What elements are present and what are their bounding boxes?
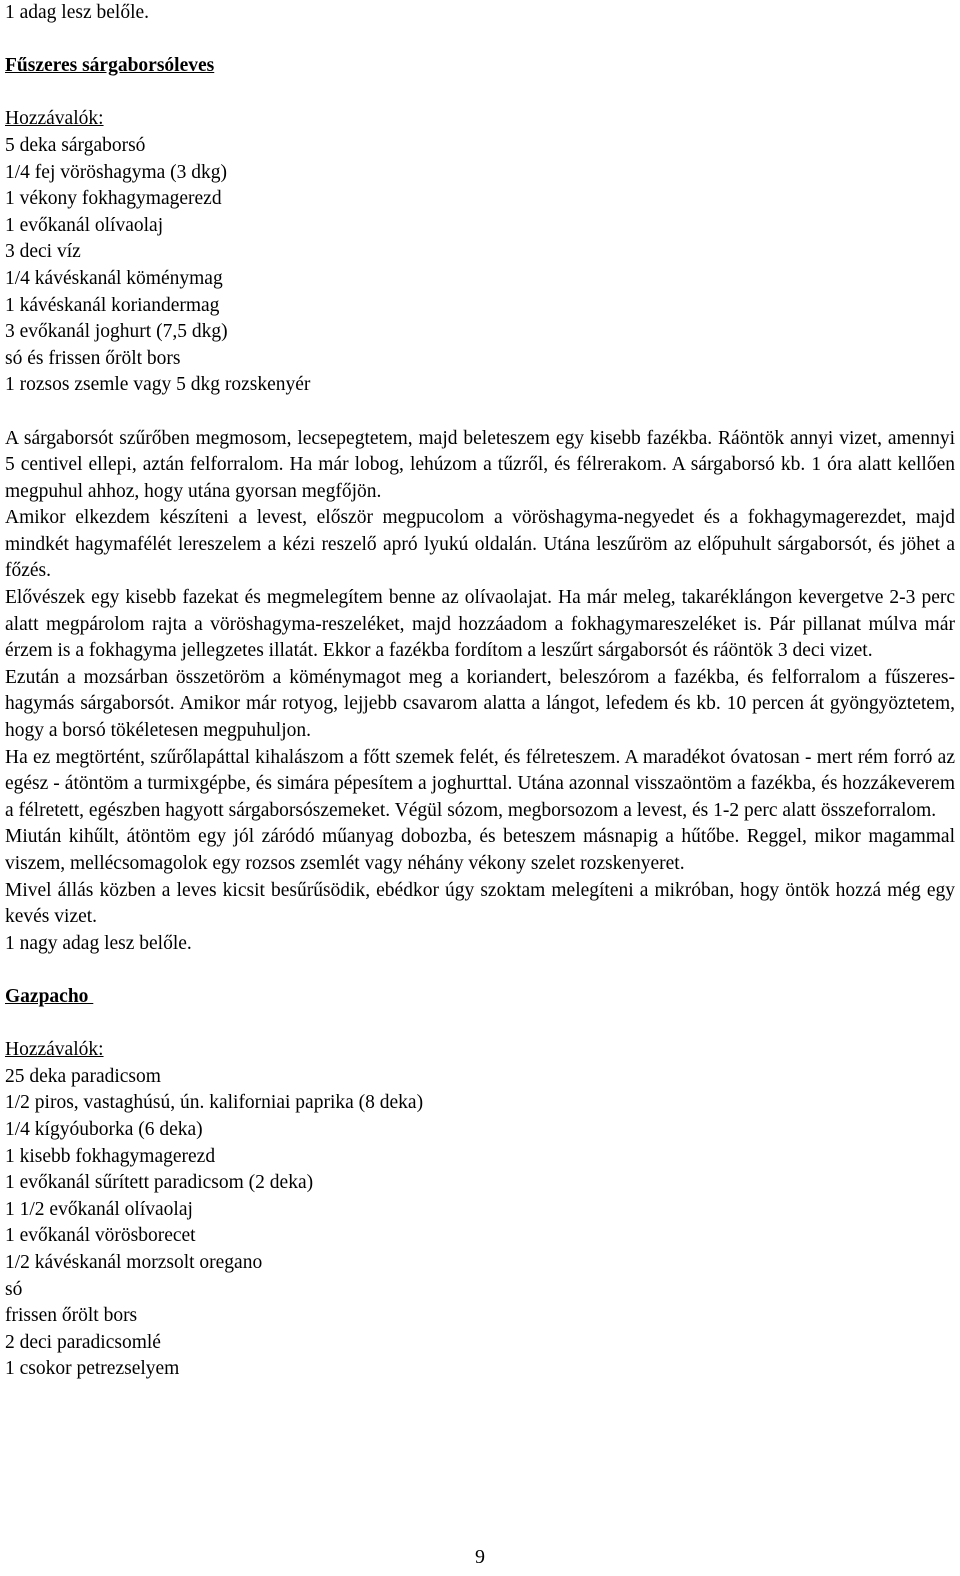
ingredient-item: 1/4 fej vöröshagyma (3 dkg) bbox=[5, 161, 228, 183]
recipe-title: Gazpacho bbox=[5, 985, 94, 1007]
recipe-title: Fűszeres sárgaborsóleves bbox=[5, 55, 215, 77]
instruction-paragraph: Elővészek egy kisebb fazekat és megmelegítem benne az olívaolajat. Ha már meleg, takaréklángon kevergetve 2-3 perc alatt megpárolom rajta a vöröshagyma-reszeléket, majd hozzáadom a fokhagymareszeléket is. Pár pillanat múlva már érzem is a fokhagyma jellegzetes illatát. Ekkor a fazékba fordítom a leszűrt sárgaborsót és ráöntök 3 deci vizet. bbox=[5, 587, 955, 662]
ingredient-list bbox=[5, 1064, 955, 1383]
spacer bbox=[5, 1011, 955, 1038]
ingredient-item: 1/2 piros, vastaghúsú, ún. kaliforniai paprika (8 deka) bbox=[5, 1092, 424, 1114]
ingredient-item: frissen őrölt bors bbox=[5, 1305, 138, 1327]
ingredient-item: 1/4 kávéskanál köménymag bbox=[5, 267, 223, 289]
instruction-paragraph: Ezután a mozsárban összetöröm a köménymagot meg a koriandert, beleszórom a fazékba, és felforralom a fűszeres-hagymás sárgaborsót. Amikor már rotyog, lejjebb csavarom alatta a lángot, lefedem és kb. 10 percen át gyöngyöztetem, hogy a borsó tökéletesen megpuhuljon. bbox=[5, 666, 955, 742]
instruction-paragraph: Mivel állás közben a leves kicsit besűrűsödik, ebédkor úgy szoktam melegíteni a mikróban, hogy öntök hozzá még egy kevés vizet. bbox=[5, 879, 955, 928]
ingredient-item: 1 vékony fokhagymagerezd bbox=[5, 188, 222, 210]
top-line: 1 adag lesz belőle. bbox=[5, 2, 150, 23]
instruction-paragraph: A sárgaborsót szűrőben megmosom, lecsepegtetem, majd beleteszem egy kisebb fazékba. Ráöntök annyi vizet, amennyi 5 centivel ellepi, aztán felforralom. Ha már lobog, lehúzom a tűzről, és félrerakom. A sárgaborsó kb. 1 óra alatt kellően megpuhul ahhoz, hogy utána gyorsan megfőjön. bbox=[5, 427, 955, 502]
instruction-paragraph: Amikor elkezdem készíteni a levest, először megpucolom a vöröshagyma-negyedet és a fokhagymagerezdet, majd mindkét hagymafélét lereszelem a kézi reszelő apró lyukú oldalán. Utána leszűröm az előpuhult sárgaborsót, és jöhet a főzés. bbox=[5, 507, 955, 582]
ingredient-item: 3 deci víz bbox=[5, 241, 81, 263]
ingredient-item: 3 evőkanál joghurt (7,5 dkg) bbox=[5, 321, 228, 343]
ingredient-item: só bbox=[5, 1278, 23, 1300]
instruction-paragraph: Ha ez megtörtént, szűrőlapáttal kihalászom a főtt szemek felét, és félreteszem. A maradékot óvatosan - mert rém forró az egész - átöntöm a turmixgépbe, és simára pépesítem a joghurttal. Utána azonnal visszaöntöm a fazékba, és hozzákeverem a félretett, egészben hagyott sárgaborsószemeket. Végül sózom, megborsozom a levest, és 1-2 perc alatt összeforralom. bbox=[5, 746, 955, 821]
ingredient-list bbox=[5, 133, 955, 399]
ingredient-item: 1/4 kígyóuborka (6 deka) bbox=[5, 1118, 203, 1140]
ingredient-item: 1/2 kávéskanál morzsolt oregano bbox=[5, 1251, 263, 1273]
ingredient-item: 25 deka paradicsom bbox=[5, 1065, 161, 1087]
ingredient-item: 1 evőkanál vörösborecet bbox=[5, 1225, 196, 1247]
ingredient-item: 5 deka sárgaborsó bbox=[5, 134, 146, 156]
instructions bbox=[5, 426, 955, 958]
ingredient-item: 1 kávéskanál koriandermag bbox=[5, 294, 220, 316]
ingredient-item: 1 evőkanál sűrített paradicsom (2 deka) bbox=[5, 1172, 314, 1194]
page-number: 9 bbox=[475, 1546, 485, 1568]
instruction-paragraph: 1 nagy adag lesz belőle. bbox=[5, 932, 192, 954]
ingredient-item: 1 rozsos zsemle vagy 5 dkg rozskenyér bbox=[5, 374, 311, 396]
ingredients-label: Hozzávalók: bbox=[5, 1039, 104, 1061]
ingredient-item: 1 1/2 evőkanál olívaolaj bbox=[5, 1198, 193, 1220]
document-page bbox=[5, 0, 955, 1383]
ingredient-item: 1 kisebb fokhagymagerezd bbox=[5, 1145, 216, 1167]
ingredient-item: 1 evőkanál olívaolaj bbox=[5, 214, 164, 236]
ingredient-item: 2 deci paradicsomlé bbox=[5, 1331, 161, 1353]
spacer bbox=[5, 957, 955, 984]
spacer bbox=[5, 399, 955, 426]
instruction-paragraph: Miután kihűlt, átöntöm egy jól záródó műanyag dobozba, és beteszem másnapig a hűtőbe. Reggel, mikor magammal viszem, mellécsomagolok egy rozsos zsemlét vagy néhány vékony szelet rozskenyeret. bbox=[5, 826, 955, 874]
spacer bbox=[5, 80, 955, 107]
ingredients-label: Hozzávalók: bbox=[5, 108, 104, 130]
spacer bbox=[5, 27, 955, 54]
ingredient-item: 1 csokor petrezselyem bbox=[5, 1358, 180, 1380]
ingredient-item: só és frissen őrölt bors bbox=[5, 347, 181, 369]
